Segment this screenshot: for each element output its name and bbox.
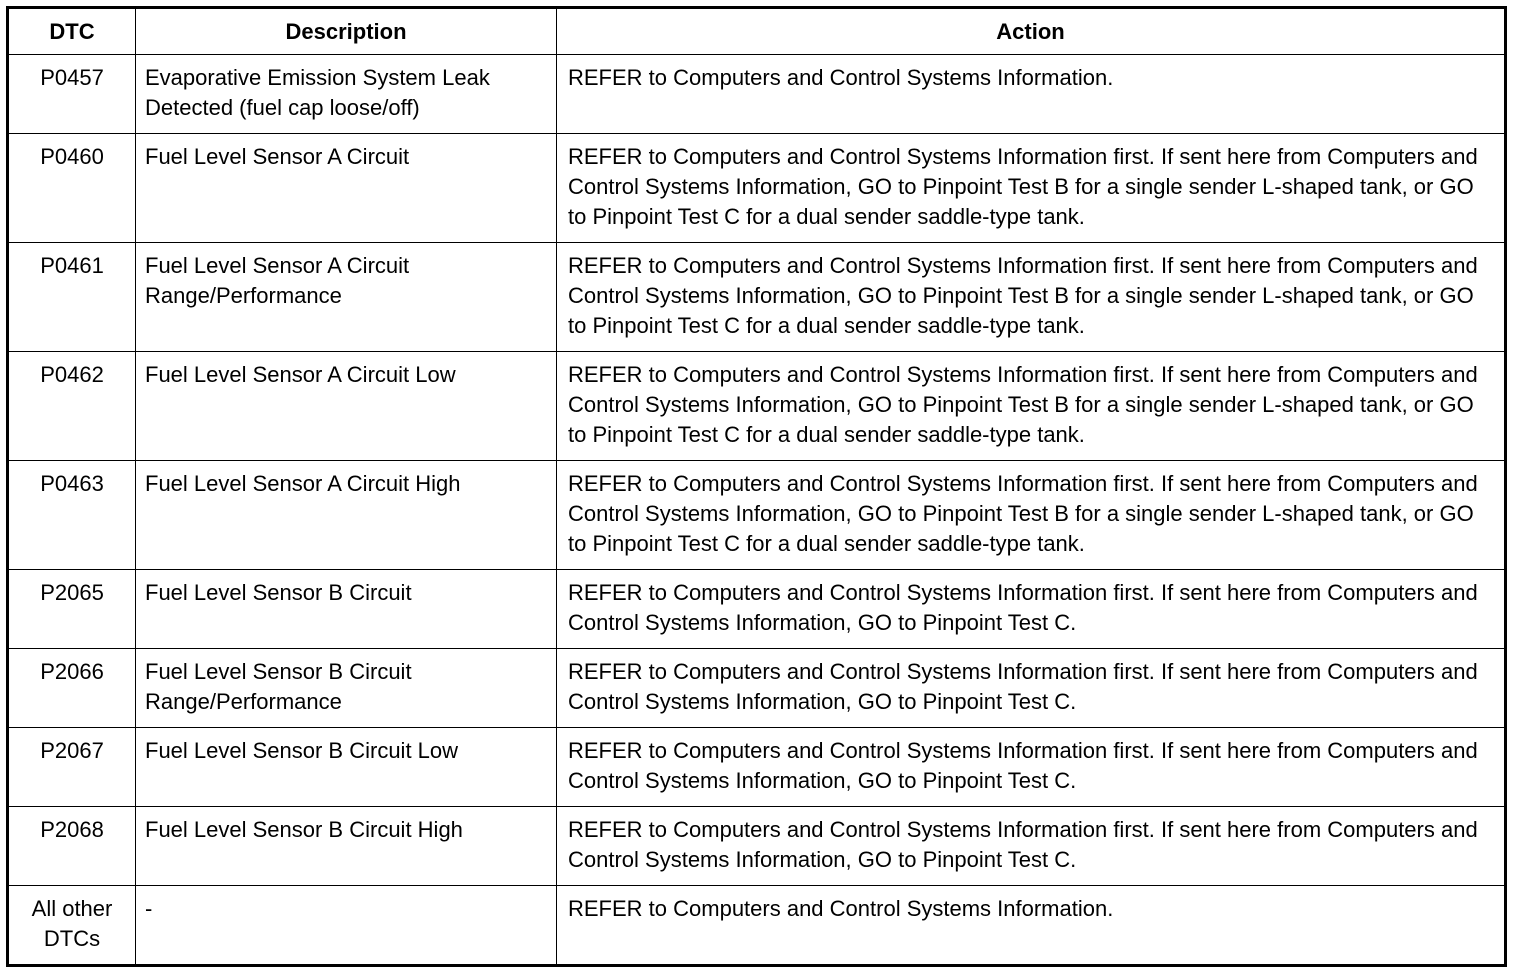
dtc-code-cell: P0460 bbox=[8, 134, 136, 243]
description-cell: Fuel Level Sensor A Circuit bbox=[136, 134, 557, 243]
action-cell: REFER to Computers and Control Systems Information first. If sent here from Computers and Control Systems Information, GO to Pinpoint Test B for a single sender L-shaped tank, or GO to Pinpoint Test C for a dual sender saddle-type tank. bbox=[557, 461, 1506, 570]
dtc-code-cell: P2065 bbox=[8, 570, 136, 649]
table-row bbox=[8, 461, 1506, 570]
dtc-code-cell: P2066 bbox=[8, 649, 136, 728]
table-row bbox=[8, 807, 1506, 886]
action-cell: REFER to Computers and Control Systems Information. bbox=[557, 55, 1506, 134]
dtc-code-cell: P2067 bbox=[8, 728, 136, 807]
description-cell: Fuel Level Sensor A Circuit High bbox=[136, 461, 557, 570]
action-cell: REFER to Computers and Control Systems Information first. If sent here from Computers and Control Systems Information, GO to Pinpoint Test C. bbox=[557, 570, 1506, 649]
action-cell: REFER to Computers and Control Systems Information first. If sent here from Computers and Control Systems Information, GO to Pinpoint Test B for a single sender L-shaped tank, or GO to Pinpoint Test C for a dual sender saddle-type tank. bbox=[557, 134, 1506, 243]
dtc-table bbox=[6, 6, 1507, 967]
header-dtc: DTC bbox=[8, 8, 136, 55]
table-row bbox=[8, 243, 1506, 352]
header-row bbox=[8, 8, 1506, 55]
description-cell: Evaporative Emission System Leak Detected (fuel cap loose/off) bbox=[136, 55, 557, 134]
dtc-code-cell: P0461 bbox=[8, 243, 136, 352]
description-cell: Fuel Level Sensor B Circuit bbox=[136, 570, 557, 649]
action-cell: REFER to Computers and Control Systems Information first. If sent here from Computers and Control Systems Information, GO to Pinpoint Test B for a single sender L-shaped tank, or GO to Pinpoint Test C for a dual sender saddle-type tank. bbox=[557, 243, 1506, 352]
table-row bbox=[8, 886, 1506, 966]
table-row bbox=[8, 728, 1506, 807]
action-cell: REFER to Computers and Control Systems Information first. If sent here from Computers and Control Systems Information, GO to Pinpoint Test B for a single sender L-shaped tank, or GO to Pinpoint Test C for a dual sender saddle-type tank. bbox=[557, 352, 1506, 461]
table-row bbox=[8, 352, 1506, 461]
table-row bbox=[8, 570, 1506, 649]
description-cell: Fuel Level Sensor A Circuit Range/Performance bbox=[136, 243, 557, 352]
action-cell: REFER to Computers and Control Systems Information first. If sent here from Computers and Control Systems Information, GO to Pinpoint Test C. bbox=[557, 649, 1506, 728]
description-cell: Fuel Level Sensor B Circuit Low bbox=[136, 728, 557, 807]
table-row bbox=[8, 55, 1506, 134]
dtc-code-cell: P2068 bbox=[8, 807, 136, 886]
description-cell: Fuel Level Sensor A Circuit Low bbox=[136, 352, 557, 461]
action-cell: REFER to Computers and Control Systems Information first. If sent here from Computers and Control Systems Information, GO to Pinpoint Test C. bbox=[557, 728, 1506, 807]
dtc-code-cell: All other DTCs bbox=[8, 886, 136, 966]
dtc-code-cell: P0462 bbox=[8, 352, 136, 461]
header-description: Description bbox=[136, 8, 557, 55]
description-cell: Fuel Level Sensor B Circuit High bbox=[136, 807, 557, 886]
action-cell: REFER to Computers and Control Systems Information first. If sent here from Computers and Control Systems Information, GO to Pinpoint Test C. bbox=[557, 807, 1506, 886]
table-header bbox=[8, 8, 1506, 55]
table-row bbox=[8, 134, 1506, 243]
action-cell: REFER to Computers and Control Systems Information. bbox=[557, 886, 1506, 966]
dtc-code-cell: P0457 bbox=[8, 55, 136, 134]
table-body bbox=[8, 55, 1506, 966]
dtc-code-cell: P0463 bbox=[8, 461, 136, 570]
table-row bbox=[8, 649, 1506, 728]
description-cell: - bbox=[136, 886, 557, 966]
header-action: Action bbox=[557, 8, 1506, 55]
description-cell: Fuel Level Sensor B Circuit Range/Performance bbox=[136, 649, 557, 728]
